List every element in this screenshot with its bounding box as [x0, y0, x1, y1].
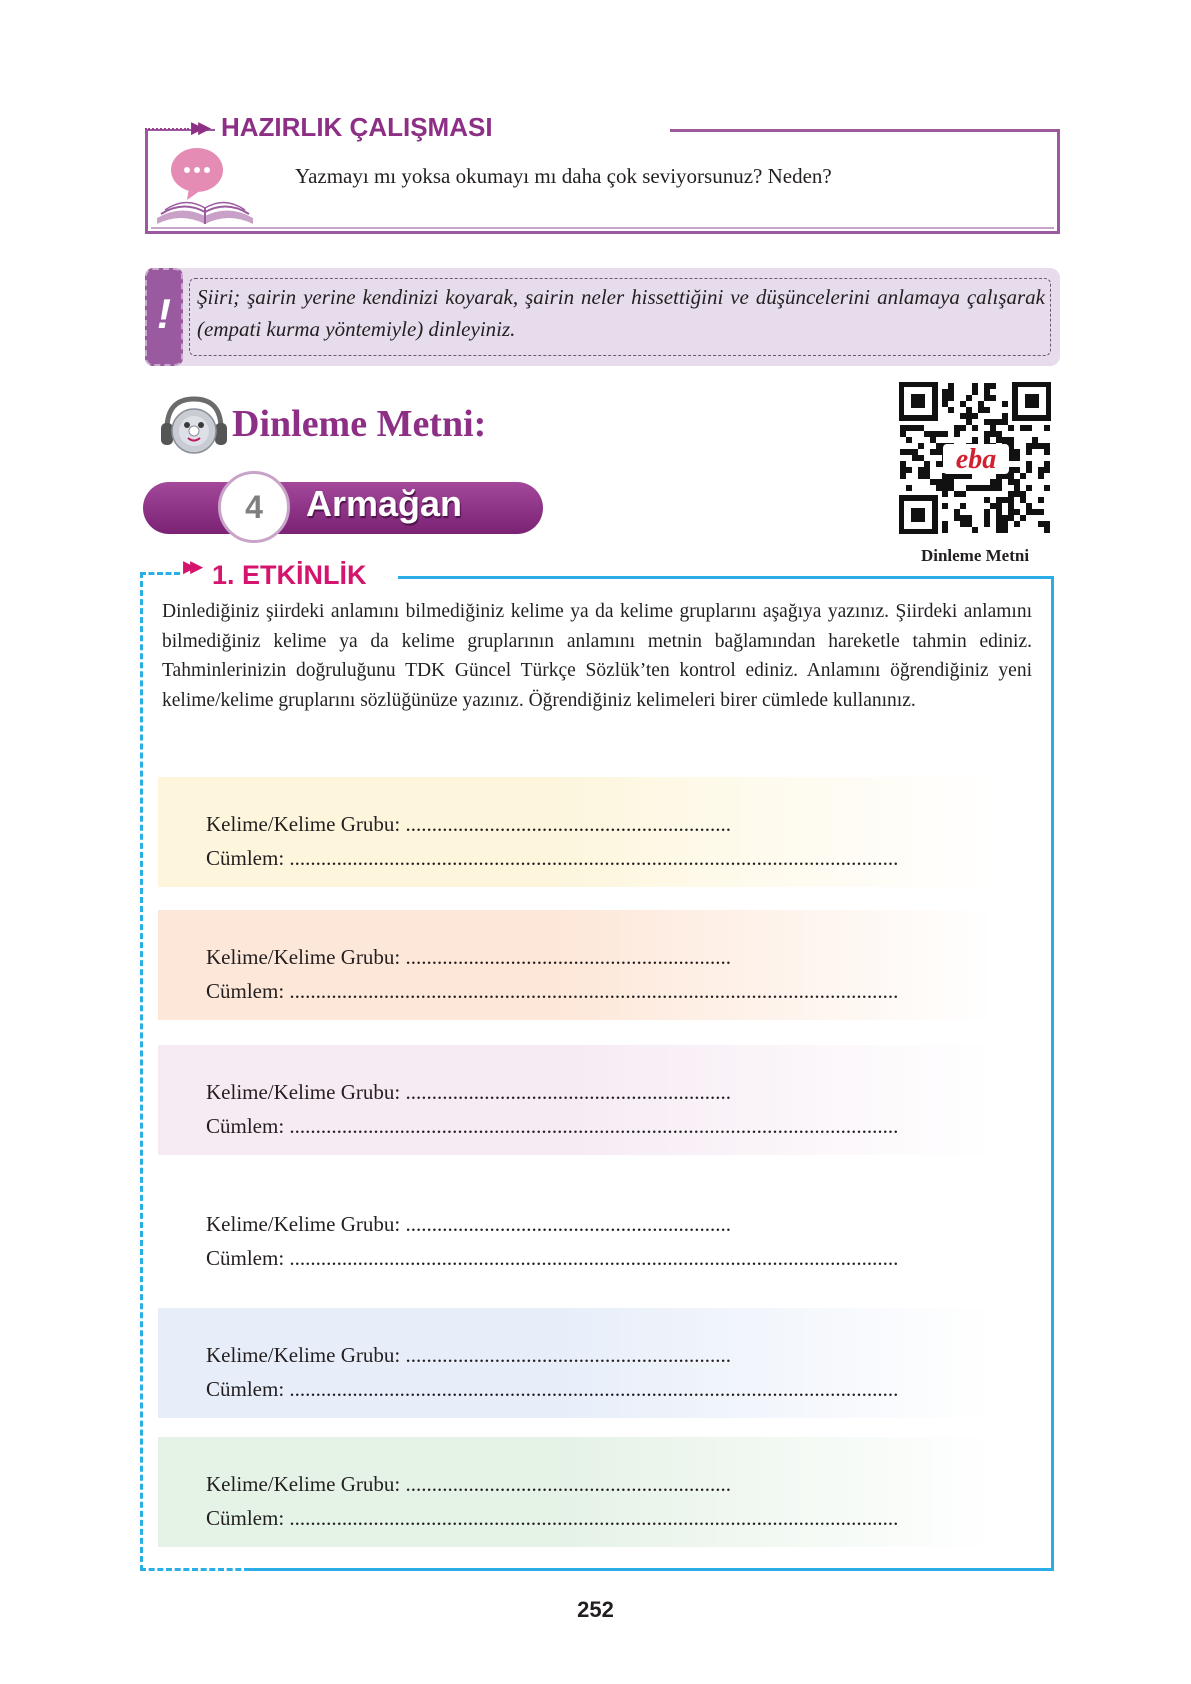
qr-module [936, 449, 942, 455]
word-label: Kelime/Kelime Grubu: [206, 1343, 401, 1367]
qr-module [1026, 425, 1032, 431]
qr-module [906, 485, 912, 491]
qr-module [984, 419, 990, 425]
qr-module [942, 521, 948, 527]
qr-module [1026, 467, 1032, 473]
qr-module [996, 497, 1002, 503]
qr-module [972, 527, 978, 533]
qr-module [1038, 497, 1044, 503]
exclamation-icon: ! [157, 290, 171, 337]
word-label: Kelime/Kelime Grubu: [206, 1080, 401, 1104]
qr-module [972, 425, 978, 431]
qr-module [1014, 485, 1020, 491]
qr-module [906, 425, 912, 431]
qr-module [918, 425, 924, 431]
qr-module [936, 479, 942, 485]
qr-module [942, 389, 948, 395]
entry-block [158, 910, 1038, 1020]
activity-dashed-top [140, 572, 180, 575]
qr-module [996, 437, 1002, 443]
qr-module [918, 467, 924, 473]
qr-module [1032, 437, 1038, 443]
qr-module [1044, 461, 1050, 467]
qr-module [942, 479, 948, 485]
qr-module [966, 485, 972, 491]
qr-module [936, 485, 942, 491]
word-label: Kelime/Kelime Grubu: [206, 945, 401, 969]
qr-module [924, 461, 930, 467]
qr-module [1038, 521, 1044, 527]
qr-module [960, 515, 966, 521]
word-line[interactable] [206, 945, 731, 970]
qr-module [1044, 485, 1050, 491]
qr-module [1026, 485, 1032, 491]
qr-module [1020, 473, 1026, 479]
word-label: Kelime/Kelime Grubu: [206, 812, 401, 836]
word-blank[interactable]: .............................................................. [405, 1472, 731, 1496]
qr-module [984, 515, 990, 521]
sentence-blank[interactable]: .................................................................................................................... [289, 1246, 899, 1270]
qr-module [978, 401, 984, 407]
sentence-blank[interactable]: .................................................................................................................... [289, 1114, 899, 1138]
qr-module [1008, 473, 1014, 479]
qr-module [1044, 521, 1050, 527]
qr-module [984, 407, 990, 413]
sentence-line[interactable] [206, 846, 898, 871]
qr-module [1008, 425, 1014, 431]
sentence-blank[interactable]: .................................................................................................................... [289, 979, 899, 1003]
word-line[interactable] [206, 812, 731, 837]
word-label: Kelime/Kelime Grubu: [206, 1472, 401, 1496]
qr-module [906, 467, 912, 473]
qr-module [948, 395, 954, 401]
qr-module [954, 431, 960, 437]
qr-module [930, 431, 936, 437]
qr-module [930, 449, 936, 455]
qr-module [924, 431, 930, 437]
qr-module [1044, 443, 1050, 449]
qr-module [1008, 437, 1014, 443]
qr-module [912, 425, 918, 431]
qr-module [996, 503, 1002, 509]
qr-module [954, 425, 960, 431]
word-line[interactable] [206, 1212, 731, 1237]
sentence-label: Cümlem: [206, 846, 285, 870]
qr-code[interactable] [899, 382, 1051, 534]
qr-module [990, 431, 996, 437]
qr-module [942, 491, 948, 497]
qr-module [984, 395, 990, 401]
qr-module [996, 521, 1002, 527]
qr-module [1044, 527, 1050, 533]
qr-module [1014, 491, 1020, 497]
qr-module [1038, 473, 1044, 479]
listening-heading: Dinleme Metni: [232, 403, 487, 445]
entry-block [158, 777, 1038, 887]
qr-module [990, 425, 996, 431]
qr-module [984, 509, 990, 515]
sentence-line[interactable] [206, 1114, 898, 1139]
preparation-question: Yazmayı mı yoksa okumayı mı daha çok seviyorsunuz? Neden? [295, 164, 832, 188]
qr-module [1044, 425, 1050, 431]
qr-module [942, 527, 948, 533]
qr-module [954, 509, 960, 515]
qr-module [1008, 497, 1014, 503]
sentence-line[interactable] [206, 979, 898, 1004]
qr-module [996, 527, 1002, 533]
qr-module [942, 503, 948, 509]
activity-instructions: Dinlediğiniz şiirdeki anlamını bilmediğiniz kelime ya da kelime gruplarını aşağıya yazınız. Şiirdeki anlamını bilmediğiniz kelime ya da kelime gruplarının anlamını metnin bağlamından hareketle tahmin ediniz. Tahminlerinizin doğruluğunu TDK Güncel Türkçe Sözlük’ten kontrol ediniz. Anlamını öğrendiğiniz yeni kelime/kelime gruplarını sözlüğünüze yazınız. Öğrendiğiniz kelimeleri birer cümlede kullanınız. [162, 601, 1032, 711]
qr-module [1032, 509, 1038, 515]
qr-module [942, 485, 948, 491]
qr-module [972, 413, 978, 419]
qr-module [1002, 521, 1008, 527]
qr-module [966, 407, 972, 413]
double-arrow-icon: ▶▶ [183, 557, 198, 577]
text-number: 4 [227, 480, 281, 534]
qr-module [918, 443, 924, 449]
qr-module [1002, 515, 1008, 521]
page-number: 252 [577, 1597, 614, 1622]
qr-module [1008, 479, 1014, 485]
sentence-label: Cümlem: [206, 979, 285, 1003]
text-title: Armağan [306, 483, 463, 524]
qr-module [948, 389, 954, 395]
sentence-blank[interactable]: .................................................................................................................... [289, 1377, 899, 1401]
qr-module [930, 437, 936, 443]
qr-module [906, 437, 912, 443]
qr-module [1020, 515, 1026, 521]
sentence-label: Cümlem: [206, 1246, 285, 1270]
qr-module [1044, 467, 1050, 473]
qr-module [1020, 497, 1026, 503]
qr-module [1008, 509, 1014, 515]
qr-module [1032, 443, 1038, 449]
qr-module [900, 425, 906, 431]
preparation-title: HAZIRLIK ÇALIŞMASI [221, 112, 493, 142]
qr-module [1002, 413, 1008, 419]
qr-module [948, 485, 954, 491]
qr-module [936, 431, 942, 437]
qr-module [1002, 527, 1008, 533]
sentence-label: Cümlem: [206, 1114, 285, 1138]
qr-module [1020, 425, 1026, 431]
word-blank[interactable]: .............................................................. [405, 1080, 731, 1104]
qr-module [990, 479, 996, 485]
qr-module [996, 431, 1002, 437]
qr-module [942, 401, 948, 407]
qr-module [1014, 455, 1020, 461]
qr-module [900, 461, 906, 467]
eba-logo: eba [955, 444, 997, 475]
qr-module [1026, 461, 1032, 467]
qr-module [900, 473, 906, 479]
activity-frame-bottom [250, 1568, 1054, 1571]
entry-block [158, 1045, 1038, 1155]
qr-module [990, 395, 996, 401]
qr-module [900, 431, 906, 437]
qr-module [978, 485, 984, 491]
qr-module [1020, 491, 1026, 497]
qr-module [966, 419, 972, 425]
qr-module [912, 449, 918, 455]
qr-module [996, 509, 1002, 515]
sentence-line[interactable] [206, 1506, 898, 1531]
qr-module [942, 395, 948, 401]
qr-module [1002, 401, 1008, 407]
qr-module [984, 437, 990, 443]
qr-module [990, 383, 996, 389]
activity-frame-right [1051, 576, 1054, 1571]
qr-module [984, 497, 990, 503]
qr-module [924, 467, 930, 473]
qr-module [996, 485, 1002, 491]
qr-module [984, 431, 990, 437]
qr-module [948, 407, 954, 413]
qr-module [996, 419, 1002, 425]
qr-module [972, 383, 978, 389]
qr-module [984, 485, 990, 491]
qr-module [936, 461, 942, 467]
word-line[interactable] [206, 1080, 731, 1105]
qr-module [906, 449, 912, 455]
word-line[interactable] [206, 1472, 731, 1497]
qr-module [1014, 479, 1020, 485]
headphones-cd-icon [157, 393, 231, 459]
sentence-label: Cümlem: [206, 1506, 285, 1530]
qr-module [1038, 467, 1044, 473]
entry-block [158, 1177, 1038, 1287]
qr-module [954, 491, 960, 497]
qr-module [1014, 467, 1020, 473]
qr-module [966, 515, 972, 521]
sentence-label: Cümlem: [206, 1377, 285, 1401]
qr-module [1044, 449, 1050, 455]
sentence-line[interactable] [206, 1246, 898, 1271]
qr-module [984, 389, 990, 395]
qr-module [1002, 437, 1008, 443]
qr-module [960, 491, 966, 497]
qr-module [1026, 449, 1032, 455]
qr-module [1014, 509, 1020, 515]
qr-module [960, 413, 966, 419]
sentence-line[interactable] [206, 1377, 898, 1402]
qr-module [1014, 521, 1020, 527]
qr-module [1026, 503, 1032, 509]
qr-module [948, 479, 954, 485]
qr-module [918, 455, 924, 461]
word-blank[interactable]: .............................................................. [405, 1343, 731, 1367]
double-arrow-icon: ▶▶ [191, 118, 206, 138]
qr-module [996, 479, 1002, 485]
preparation-dotted-line [145, 128, 189, 130]
sentence-blank[interactable]: .................................................................................................................... [289, 846, 899, 870]
qr-module [978, 407, 984, 413]
qr-module [972, 485, 978, 491]
qr-module [1008, 491, 1014, 497]
word-blank[interactable]: .............................................................. [405, 1212, 731, 1236]
entry-block [158, 1308, 1038, 1418]
note-text: Şiiri; şairin yerine kendinizi koyarak, şairin neler hissettiğini ve düşüncelerini anlamaya çalışarak (empati kurma yöntemiyle) dinleyiniz. [197, 285, 1045, 341]
qr-module [990, 419, 996, 425]
qr-module [1014, 449, 1020, 455]
activity-dashed-left [140, 572, 143, 1571]
qr-module [900, 449, 906, 455]
word-blank[interactable]: .............................................................. [405, 945, 731, 969]
qr-module [960, 425, 966, 431]
qr-module [960, 521, 966, 527]
qr-module [996, 515, 1002, 521]
qr-module [972, 437, 978, 443]
qr-module [960, 503, 966, 509]
activity-dashed-bottom [140, 1568, 250, 1571]
qr-module [966, 413, 972, 419]
qr-module [930, 479, 936, 485]
qr-module [1008, 503, 1014, 509]
word-line[interactable] [206, 1343, 731, 1368]
qr-module [918, 473, 924, 479]
activity-title: 1. ETKİNLİK [212, 560, 367, 590]
qr-module [900, 467, 906, 473]
qr-module [960, 401, 966, 407]
speech-book-icon [151, 144, 259, 232]
qr-module [1038, 509, 1044, 515]
qr-module [984, 383, 990, 389]
qr-module [912, 455, 918, 461]
activity-frame-top [398, 576, 1054, 579]
qr-module [972, 389, 978, 395]
qr-module [1002, 497, 1008, 503]
text-number-circle [218, 471, 290, 543]
qr-module [948, 383, 954, 389]
qr-module [966, 521, 972, 527]
qr-module [990, 485, 996, 491]
qr-module [942, 431, 948, 437]
qr-module [1002, 419, 1008, 425]
entry-block [158, 1437, 1038, 1547]
qr-module [936, 443, 942, 449]
word-label: Kelime/Kelime Grubu: [206, 1212, 401, 1236]
qr-module [1026, 509, 1032, 515]
qr-caption: Dinleme Metni [920, 546, 1030, 565]
qr-module [1038, 443, 1044, 449]
word-blank[interactable]: .............................................................. [405, 812, 731, 836]
qr-module [1008, 515, 1014, 521]
listening-note [145, 268, 1060, 366]
qr-module [954, 515, 960, 521]
qr-module [924, 473, 930, 479]
sentence-blank[interactable]: .................................................................................................................... [289, 1506, 899, 1530]
qr-module [1026, 443, 1032, 449]
qr-module [990, 503, 996, 509]
qr-module [966, 395, 972, 401]
preparation-section [145, 112, 1060, 234]
qr-module [984, 521, 990, 527]
